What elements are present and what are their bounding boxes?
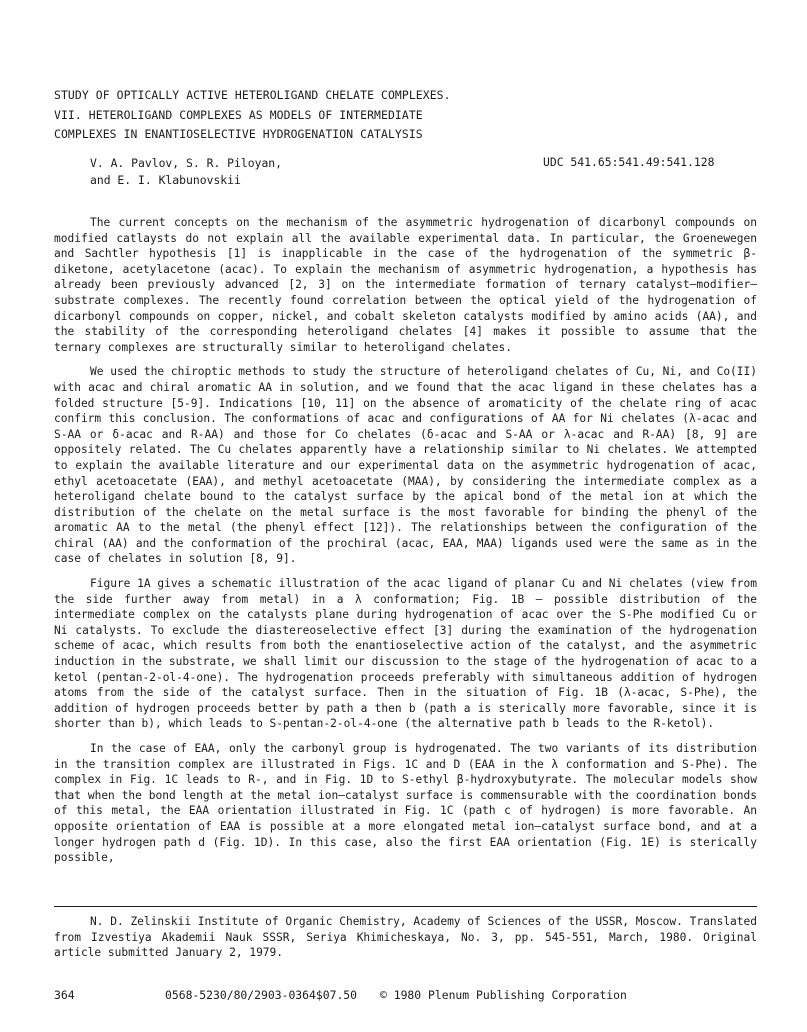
affiliation-footnote: N. D. Zelinskii Institute of Organic Chemistry, Academy of Sciences of the USSR, Moscow. Translated from Izvestiya Akademii Nauk SSSR, Seriya Khimicheskaya, No. 3, pp. 545-551, March, 1980. Original article submitted January 2, 1979.	[54, 915, 757, 960]
paragraph-1: The current concepts on the mechanism of the asymmetric hydrogenation of dicarbonyl compounds on modified catlaysts do not explain all the available experimental data. In particular, the Groenewegen and Sachtler hypothesis [1] is inapplicable in the case of the hydrogenation of the symmetric β-diketone, acetylacetone (acac). To explain the mechanism of asymmetric hydrogenation, a hypothesis has already been previously advanced [2, 3] on the intermediate formation of ternary catalyst—modifier—substrate complexes. The recently found correlation between the optical yield of the hydrogenation of dicarbonyl compounds on copper, nickel, and cobalt skeleton catalysts modified by amino acids (AA), and the stability of the corresponding heteroligand chelates [4] makes it possible to assume that the ternary complexes are structurally similar to heteroligand chelates.	[54, 216, 757, 354]
footnote-divider	[54, 906, 757, 907]
article-title	[54, 86, 754, 145]
authors-line-1: V. A. Pavlov, S. R. Piloyan,	[90, 156, 283, 170]
paragraph-4: In the case of EAA, only the carbonyl group is hydrogenated. The two variants of its distribution in the transition complex are illustrated in Figs. 1C and D (EAA in the λ conformation and S-Phe). The complex in Fig. 1C leads to R-, and in Fig. 1D to S-ethyl β-hydroxybutyrate. The molecular models show that when the bond length at the metal ion—catalyst surface is commensurable with the coordination bonds of this metal, the EAA orientation illustrated in Fig. 1C (path c of hydrogen) is more favorable. An opposite orientation of EAA is possible at a more elongated metal ion—catalyst surface bond, and at a longer hydrogen path d (Fig. 1D). In this case, also the first EAA orientation (Fig. 1E) is sterically possible,	[54, 742, 757, 865]
title-line-3: COMPLEXES IN ENANTIOSELECTIVE HYDROGENATION CATALYSIS	[54, 127, 423, 141]
title-line-2: VII. HETEROLIGAND COMPLEXES AS MODELS OF INTERMEDIATE	[54, 107, 423, 122]
paragraph-3: Figure 1A gives a schematic illustration of the acac ligand of planar Cu and Ni chelates (view from the side further away from metal) in a λ conformation; Fig. 1B — possible distribution of the intermediate complex on the catalysts plane during hydrogenation of acac over the S-Phe modified Cu or Ni catalysts. To exclude the diastereoselective effect [3] during the examination of the hydrogenation scheme of acac, which results from both the enantioselective action of the catalyst, and the asymmetric induction in the substrate, we shall limit our discussion to the stage of the hydrogenation of acac to a ketol (pentan-2-ol-4-one). The hydrogenation proceeds preferably with simultaneous addition of hydrogen atoms from the side of the catalyst surface. Then in the situation of Fig. 1B (λ-acac, S-Phe), the addition of hydrogen proceeds better by path a then b (path a is sterically more favorable, since it is shorter than b), which leads to S-pentan-2-ol-4-one (the alternative path b leads to the R-ketol).	[54, 577, 757, 731]
article-body	[54, 215, 757, 875]
authors	[90, 155, 282, 189]
copyright-notice: © 1980 Plenum Publishing Corporation	[380, 988, 627, 1002]
authors-line-2: and E. I. Klabunovskii	[90, 173, 241, 187]
title-line-1: STUDY OF OPTICALLY ACTIVE HETEROLIGAND CHELATE COMPLEXES.	[54, 88, 451, 102]
article-code: 0568-5230/80/2903-0364$07.50	[165, 988, 358, 1002]
udc-code: UDC 541.65:541.49:541.128	[543, 155, 715, 169]
page-number: 364	[54, 988, 75, 1002]
paragraph-2: We used the chiroptic methods to study the structure of heteroligand chelates of Cu, Ni, and Co(II) with acac and chiral aromatic AA in solution, and we found that the acac ligand in these chelates has a folded structure [5-9]. Indications [10, 11] on the absence of aromaticity of the chelate ring of acac confirm this conclusion. The conformations of acac and configurations of AA for Ni chelates (λ-acac and S-AA or δ-acac and R-AA) and those for Co chelates (δ-acac and S-AA or λ-acac and R-AA) [8, 9] are oppositely related. The Cu chelates apparently have a relationship similar to Ni chelates. We attempted to explain the available literature and our experimental data on the asymmetric hydrogenation of acac, ethyl acetoacetate (EAA), and methyl acetoacetate (MAA), by considering the intermediate complex as a heteroligand chelate bound to the catalyst surface by the apical bond of the metal ion at which the distribution of the chelate on the metal surface is the most favorable for binding the phenyl of the aromatic AA to the metal (the phenyl effect [12]). The relationships between the configuration of the chiral (AA) and the conformation of the prochiral (acac, EAA, MAA) ligands used were the same as in the case of chelates in solution [8, 9].	[54, 365, 757, 566]
